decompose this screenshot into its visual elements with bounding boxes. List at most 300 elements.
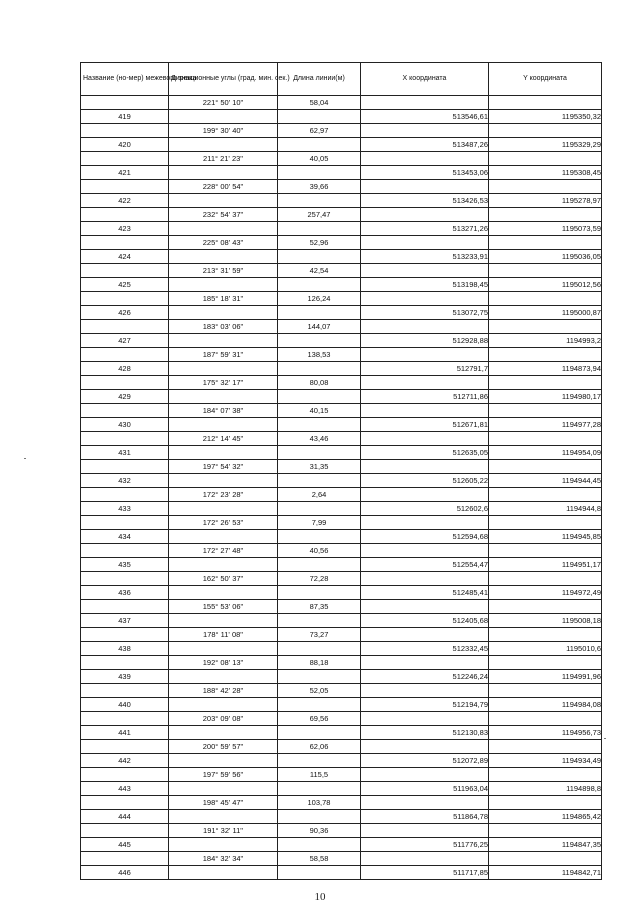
table-row — [81, 642, 602, 656]
table-row — [81, 558, 602, 572]
table-row — [81, 278, 602, 292]
line-length-cell — [278, 670, 361, 684]
point-name-cell: 428 — [81, 362, 169, 376]
y-coordinate-cell: 1195036,05 — [489, 250, 602, 264]
line-length-cell — [278, 306, 361, 320]
y-coordinate-cell — [489, 544, 602, 558]
header-length: Длина линии(м) — [278, 63, 361, 96]
direction-angle-cell — [169, 110, 278, 124]
point-name-cell: 432 — [81, 474, 169, 488]
point-name-cell — [81, 432, 169, 446]
line-length-cell: 39,66 — [278, 180, 361, 194]
direction-angle-cell: 184° 07' 38" — [169, 404, 278, 418]
y-coordinate-cell: 1195350,32 — [489, 110, 602, 124]
point-name-cell: 442 — [81, 754, 169, 768]
direction-angle-cell — [169, 306, 278, 320]
table-row — [81, 614, 602, 628]
direction-angle-cell — [169, 418, 278, 432]
line-length-cell: 90,36 — [278, 824, 361, 838]
line-length-cell: 52,96 — [278, 236, 361, 250]
point-name-cell — [81, 572, 169, 586]
y-coordinate-cell: 1194984,08 — [489, 698, 602, 712]
y-coordinate-cell: 1195000,87 — [489, 306, 602, 320]
direction-angle-cell: 212° 14' 45" — [169, 432, 278, 446]
table-row — [81, 432, 602, 446]
table-row — [81, 488, 602, 502]
x-coordinate-cell — [361, 740, 489, 754]
line-length-cell: 138,53 — [278, 348, 361, 362]
x-coordinate-cell — [361, 852, 489, 866]
point-name-cell: 420 — [81, 138, 169, 152]
table-row — [81, 754, 602, 768]
point-name-cell — [81, 852, 169, 866]
direction-angle-cell: 232° 54' 37" — [169, 208, 278, 222]
x-coordinate-cell: 512405,68 — [361, 614, 489, 628]
point-name-cell: 446 — [81, 866, 169, 880]
table-row — [81, 782, 602, 796]
y-coordinate-cell — [489, 376, 602, 390]
line-length-cell — [278, 222, 361, 236]
y-coordinate-cell — [489, 488, 602, 502]
line-length-cell: 62,06 — [278, 740, 361, 754]
table-row — [81, 516, 602, 530]
y-coordinate-cell — [489, 740, 602, 754]
x-coordinate-cell: 513426,53 — [361, 194, 489, 208]
point-name-cell: 445 — [81, 838, 169, 852]
x-coordinate-cell — [361, 180, 489, 194]
direction-angle-cell: 162° 50' 37" — [169, 572, 278, 586]
point-name-cell — [81, 740, 169, 754]
table-row — [81, 572, 602, 586]
direction-angle-cell: 155° 53' 06" — [169, 600, 278, 614]
table-row — [81, 656, 602, 670]
x-coordinate-cell: 512791,7 — [361, 362, 489, 376]
y-coordinate-cell — [489, 572, 602, 586]
x-coordinate-cell — [361, 208, 489, 222]
y-coordinate-cell — [489, 796, 602, 810]
table-row — [81, 264, 602, 278]
y-coordinate-cell — [489, 96, 602, 110]
x-coordinate-cell: 512594,68 — [361, 530, 489, 544]
x-coordinate-cell: 512130,83 — [361, 726, 489, 740]
point-name-cell — [81, 236, 169, 250]
table-row — [81, 418, 602, 432]
x-coordinate-cell: 512711,86 — [361, 390, 489, 404]
header-x: X координата — [361, 63, 489, 96]
point-name-cell: 436 — [81, 586, 169, 600]
x-coordinate-cell — [361, 544, 489, 558]
header-name: Название (но-мер) межевого знака — [81, 63, 169, 96]
direction-angle-cell — [169, 810, 278, 824]
header-angle: Дирекционные углы (град. мин. сек.) — [169, 63, 278, 96]
direction-angle-cell — [169, 838, 278, 852]
point-name-cell: 437 — [81, 614, 169, 628]
point-name-cell: 435 — [81, 558, 169, 572]
line-length-cell — [278, 698, 361, 712]
line-length-cell — [278, 446, 361, 460]
table-row — [81, 852, 602, 866]
y-coordinate-cell — [489, 180, 602, 194]
line-length-cell — [278, 390, 361, 404]
x-coordinate-cell: 513546,61 — [361, 110, 489, 124]
table-row — [81, 698, 602, 712]
y-coordinate-cell: 1194993,2 — [489, 334, 602, 348]
point-name-cell: 426 — [81, 306, 169, 320]
direction-angle-cell: 172° 26' 53" — [169, 516, 278, 530]
y-coordinate-cell: 1195008,18 — [489, 614, 602, 628]
line-length-cell — [278, 250, 361, 264]
direction-angle-cell — [169, 670, 278, 684]
y-coordinate-cell: 1194934,49 — [489, 754, 602, 768]
line-length-cell: 126,24 — [278, 292, 361, 306]
x-coordinate-cell — [361, 432, 489, 446]
y-coordinate-cell: 1195329,29 — [489, 138, 602, 152]
x-coordinate-cell — [361, 236, 489, 250]
x-coordinate-cell: 513233,91 — [361, 250, 489, 264]
direction-angle-cell — [169, 754, 278, 768]
x-coordinate-cell: 512928,88 — [361, 334, 489, 348]
direction-angle-cell: 191° 32' 11" — [169, 824, 278, 838]
table-row — [81, 544, 602, 558]
direction-angle-cell — [169, 474, 278, 488]
direction-angle-cell — [169, 194, 278, 208]
table-row — [81, 250, 602, 264]
table-row — [81, 502, 602, 516]
y-coordinate-cell: 1194873,94 — [489, 362, 602, 376]
table-row — [81, 152, 602, 166]
line-length-cell — [278, 530, 361, 544]
table-body — [81, 96, 602, 880]
line-length-cell: 257,47 — [278, 208, 361, 222]
line-length-cell — [278, 866, 361, 880]
point-name-cell: 423 — [81, 222, 169, 236]
direction-angle-cell — [169, 530, 278, 544]
line-length-cell — [278, 810, 361, 824]
line-length-cell: 144,07 — [278, 320, 361, 334]
direction-angle-cell: 187° 59' 31" — [169, 348, 278, 362]
line-length-cell — [278, 782, 361, 796]
direction-angle-cell: 221° 50' 10" — [169, 96, 278, 110]
table-row — [81, 796, 602, 810]
direction-angle-cell: 184° 32' 34" — [169, 852, 278, 866]
y-coordinate-cell: 1194865,42 — [489, 810, 602, 824]
direction-angle-cell: 211° 21' 23" — [169, 152, 278, 166]
y-coordinate-cell — [489, 432, 602, 446]
table-row — [81, 138, 602, 152]
line-length-cell: 52,05 — [278, 684, 361, 698]
point-name-cell — [81, 712, 169, 726]
y-coordinate-cell: 1194945,85 — [489, 530, 602, 544]
x-coordinate-cell — [361, 768, 489, 782]
direction-angle-cell — [169, 250, 278, 264]
direction-angle-cell: 199° 30' 40" — [169, 124, 278, 138]
point-name-cell — [81, 544, 169, 558]
point-name-cell: 422 — [81, 194, 169, 208]
line-length-cell: 42,54 — [278, 264, 361, 278]
y-coordinate-cell: 1194980,17 — [489, 390, 602, 404]
direction-angle-cell — [169, 726, 278, 740]
table-row — [81, 110, 602, 124]
point-name-cell — [81, 208, 169, 222]
point-name-cell — [81, 152, 169, 166]
point-name-cell — [81, 488, 169, 502]
y-coordinate-cell — [489, 768, 602, 782]
line-length-cell — [278, 754, 361, 768]
direction-angle-cell: 198° 45' 47" — [169, 796, 278, 810]
x-coordinate-cell — [361, 628, 489, 642]
y-coordinate-cell: 1194956,73 — [489, 726, 602, 740]
point-name-cell: 431 — [81, 446, 169, 460]
x-coordinate-cell: 512554,47 — [361, 558, 489, 572]
y-coordinate-cell — [489, 236, 602, 250]
table-row — [81, 810, 602, 824]
point-name-cell — [81, 404, 169, 418]
y-coordinate-cell — [489, 712, 602, 726]
y-coordinate-cell — [489, 684, 602, 698]
point-name-cell — [81, 96, 169, 110]
line-length-cell — [278, 278, 361, 292]
line-length-cell — [278, 726, 361, 740]
table-row — [81, 824, 602, 838]
line-length-cell: 43,46 — [278, 432, 361, 446]
y-coordinate-cell: 1194991,96 — [489, 670, 602, 684]
line-length-cell: 58,04 — [278, 96, 361, 110]
direction-angle-cell: 200° 59' 57" — [169, 740, 278, 754]
point-name-cell: 427 — [81, 334, 169, 348]
line-length-cell — [278, 194, 361, 208]
direction-angle-cell: 172° 23' 28" — [169, 488, 278, 502]
point-name-cell — [81, 656, 169, 670]
point-name-cell: 444 — [81, 810, 169, 824]
table-row — [81, 390, 602, 404]
table-row — [81, 404, 602, 418]
table-row — [81, 740, 602, 754]
x-coordinate-cell — [361, 824, 489, 838]
point-name-cell: 425 — [81, 278, 169, 292]
table-row — [81, 362, 602, 376]
x-coordinate-cell — [361, 516, 489, 530]
line-length-cell: 40,15 — [278, 404, 361, 418]
header-y: Y координата — [489, 63, 602, 96]
table-row — [81, 838, 602, 852]
y-coordinate-cell: 1194972,49 — [489, 586, 602, 600]
line-length-cell: 58,58 — [278, 852, 361, 866]
y-coordinate-cell — [489, 124, 602, 138]
direction-angle-cell: 188° 42' 28" — [169, 684, 278, 698]
x-coordinate-cell: 513072,75 — [361, 306, 489, 320]
table-row — [81, 320, 602, 334]
line-length-cell — [278, 334, 361, 348]
direction-angle-cell — [169, 446, 278, 460]
table-row — [81, 334, 602, 348]
table-row — [81, 124, 602, 138]
point-name-cell: 424 — [81, 250, 169, 264]
y-coordinate-cell: 1194944,45 — [489, 474, 602, 488]
y-coordinate-cell — [489, 348, 602, 362]
x-coordinate-cell: 513198,45 — [361, 278, 489, 292]
point-name-cell: 430 — [81, 418, 169, 432]
point-name-cell: 440 — [81, 698, 169, 712]
y-coordinate-cell: 1194842,71 — [489, 866, 602, 880]
direction-angle-cell — [169, 278, 278, 292]
line-length-cell — [278, 586, 361, 600]
line-length-cell: 73,27 — [278, 628, 361, 642]
x-coordinate-cell: 512332,45 — [361, 642, 489, 656]
line-length-cell: 7,99 — [278, 516, 361, 530]
point-name-cell — [81, 516, 169, 530]
direction-angle-cell — [169, 642, 278, 656]
line-length-cell: 72,28 — [278, 572, 361, 586]
x-coordinate-cell — [361, 96, 489, 110]
point-name-cell: 439 — [81, 670, 169, 684]
page-number: 10 — [314, 891, 326, 903]
line-length-cell — [278, 614, 361, 628]
line-length-cell: 31,35 — [278, 460, 361, 474]
point-name-cell — [81, 264, 169, 278]
direction-angle-cell — [169, 390, 278, 404]
y-coordinate-cell: 1194847,35 — [489, 838, 602, 852]
table-row — [81, 768, 602, 782]
point-name-cell: 434 — [81, 530, 169, 544]
line-length-cell: 2,64 — [278, 488, 361, 502]
table-row — [81, 166, 602, 180]
line-length-cell — [278, 110, 361, 124]
table-row — [81, 194, 602, 208]
boundary-coordinates-table — [80, 62, 602, 880]
direction-angle-cell — [169, 334, 278, 348]
x-coordinate-cell — [361, 404, 489, 418]
table-row — [81, 628, 602, 642]
point-name-cell — [81, 460, 169, 474]
direction-angle-cell — [169, 138, 278, 152]
x-coordinate-cell — [361, 124, 489, 138]
y-coordinate-cell: 1194954,09 — [489, 446, 602, 460]
x-coordinate-cell: 512605,22 — [361, 474, 489, 488]
direction-angle-cell: 213° 31' 59" — [169, 264, 278, 278]
y-coordinate-cell — [489, 656, 602, 670]
point-name-cell — [81, 600, 169, 614]
point-name-cell: 419 — [81, 110, 169, 124]
line-length-cell — [278, 418, 361, 432]
point-name-cell: 421 — [81, 166, 169, 180]
x-coordinate-cell: 511864,78 — [361, 810, 489, 824]
direction-angle-cell: 183° 03' 06" — [169, 320, 278, 334]
direction-angle-cell: 175° 32' 17" — [169, 376, 278, 390]
x-coordinate-cell: 512485,41 — [361, 586, 489, 600]
direction-angle-cell — [169, 866, 278, 880]
table-header-row — [81, 63, 602, 96]
x-coordinate-cell — [361, 376, 489, 390]
table-row — [81, 712, 602, 726]
table-row — [81, 726, 602, 740]
x-coordinate-cell — [361, 572, 489, 586]
y-coordinate-cell — [489, 208, 602, 222]
line-length-cell: 80,08 — [278, 376, 361, 390]
point-name-cell — [81, 320, 169, 334]
x-coordinate-cell: 512194,79 — [361, 698, 489, 712]
table-row — [81, 208, 602, 222]
table-row — [81, 306, 602, 320]
x-coordinate-cell: 512671,81 — [361, 418, 489, 432]
scan-speck — [24, 458, 26, 459]
x-coordinate-cell: 511776,25 — [361, 838, 489, 852]
y-coordinate-cell: 1195073,59 — [489, 222, 602, 236]
direction-angle-cell: 185° 18' 31" — [169, 292, 278, 306]
x-coordinate-cell: 513487,26 — [361, 138, 489, 152]
x-coordinate-cell: 513271,26 — [361, 222, 489, 236]
y-coordinate-cell — [489, 852, 602, 866]
y-coordinate-cell — [489, 292, 602, 306]
x-coordinate-cell: 512072,89 — [361, 754, 489, 768]
y-coordinate-cell: 1194951,17 — [489, 558, 602, 572]
point-name-cell — [81, 824, 169, 838]
point-name-cell — [81, 628, 169, 642]
point-name-cell — [81, 124, 169, 138]
x-coordinate-cell — [361, 292, 489, 306]
x-coordinate-cell — [361, 264, 489, 278]
y-coordinate-cell — [489, 404, 602, 418]
x-coordinate-cell — [361, 320, 489, 334]
point-name-cell — [81, 292, 169, 306]
point-name-cell: 438 — [81, 642, 169, 656]
table-row — [81, 376, 602, 390]
x-coordinate-cell — [361, 348, 489, 362]
line-length-cell — [278, 558, 361, 572]
direction-angle-cell — [169, 614, 278, 628]
y-coordinate-cell — [489, 460, 602, 474]
point-name-cell — [81, 376, 169, 390]
table-row — [81, 446, 602, 460]
direction-angle-cell — [169, 222, 278, 236]
line-length-cell — [278, 474, 361, 488]
point-name-cell — [81, 348, 169, 362]
y-coordinate-cell — [489, 628, 602, 642]
direction-angle-cell: 172° 27' 48" — [169, 544, 278, 558]
y-coordinate-cell — [489, 320, 602, 334]
y-coordinate-cell — [489, 824, 602, 838]
line-length-cell: 62,97 — [278, 124, 361, 138]
y-coordinate-cell: 1194944,8 — [489, 502, 602, 516]
y-coordinate-cell — [489, 152, 602, 166]
table-row — [81, 586, 602, 600]
point-name-cell: 441 — [81, 726, 169, 740]
y-coordinate-cell: 1195308,45 — [489, 166, 602, 180]
table-row — [81, 236, 602, 250]
scan-speck — [604, 738, 606, 739]
table-row — [81, 180, 602, 194]
x-coordinate-cell — [361, 656, 489, 670]
direction-angle-cell: 197° 59' 56" — [169, 768, 278, 782]
table-row — [81, 670, 602, 684]
direction-angle-cell — [169, 586, 278, 600]
table-row — [81, 222, 602, 236]
x-coordinate-cell: 511963,04 — [361, 782, 489, 796]
y-coordinate-cell — [489, 264, 602, 278]
line-length-cell: 87,35 — [278, 600, 361, 614]
direction-angle-cell: 228° 00' 54" — [169, 180, 278, 194]
table-row — [81, 530, 602, 544]
line-length-cell — [278, 166, 361, 180]
x-coordinate-cell: 512602,6 — [361, 502, 489, 516]
table-row — [81, 684, 602, 698]
y-coordinate-cell: 1194977,28 — [489, 418, 602, 432]
table-row — [81, 292, 602, 306]
direction-angle-cell — [169, 362, 278, 376]
line-length-cell — [278, 138, 361, 152]
line-length-cell: 88,18 — [278, 656, 361, 670]
direction-angle-cell: 197° 54' 32" — [169, 460, 278, 474]
x-coordinate-cell — [361, 488, 489, 502]
